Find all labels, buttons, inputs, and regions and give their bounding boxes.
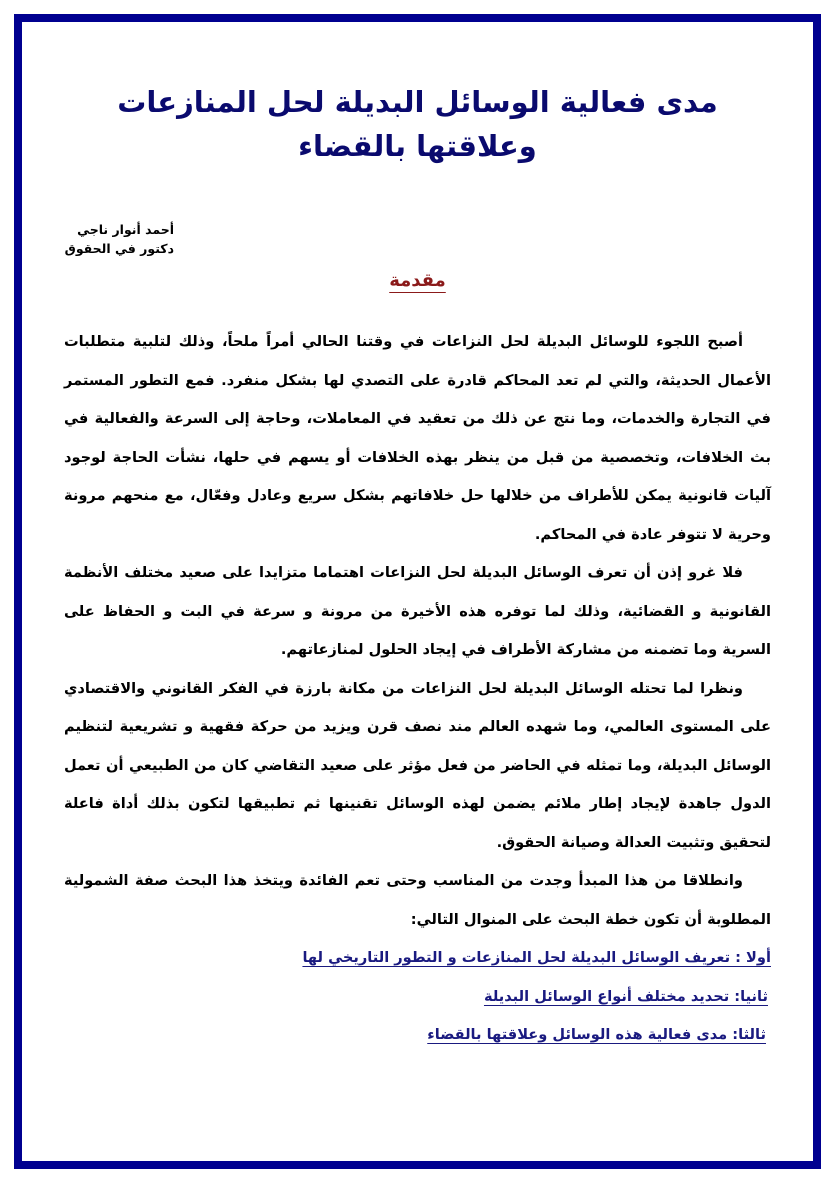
paragraph-4: وانطلاقا من هذا المبدأ وجدت من المناسب وحتى تعم الفائدة ويتخذ هذا البحث صفة الشمولية المطلوبة أن تكون خطة البحث على المنوال التالي: <box>64 872 771 928</box>
section-heading-introduction: مقدمة <box>389 270 446 291</box>
page-border-frame <box>14 14 821 1169</box>
research-plan-list <box>64 939 771 1055</box>
paragraph-1: أصبح اللجوء للوسائل البديلة لحل النزاعات في وقتنا الحالي أمراً ملحاً، وذلك لتلبية متطلبات الأعمال الحديثة، والتي لم تعد المحاكم قادرة على التصدي لها بشكل منفرد. فمع التطور المستمر في التجارة والخدمات، وما نتج عن ذلك من تعقيد في المعاملات، وحاجة إلى السرعة والفعالية في بث الخلافات، وتخصصية من قبل من ينظر بهذه الخلافات أو يسهم في حلها، نشأت الحاجة لوجود آليات قانونية يمكن للأطراف من خلالها حل خلافاتهم بشكل سريع وعادل وفعّال، مع منحهم مرونة وحرية لا تتوفر عادة في المحاكم. <box>64 333 771 543</box>
document-content <box>64 22 771 1161</box>
paragraph-3: ونظرا لما تحتله الوسائل البديلة لحل النزاعات من مكانة بارزة في الفكر القانوني والاقتصادي على المستوى العالمي، وما شهده العالم مند نصف قرن ويزيد من حركة فقهية و تشريعية لتنظيم الوسائل البديلة، وما تمثله في الحاضر من فعل مؤثر على صعيد التقاضي كان من الطبيعي أن تعمل الدول جاهدة لإيجاد إطار ملائم يضمن لهذه الوسائل تقنينها ثم تطبيقها لتكون بذلك أداة فاعلة لتحقيق وتثبيت العدالة وصيانة الحقوق. <box>64 679 771 851</box>
paragraph-2: فلا غرو إذن أن تعرف الوسائل البديلة لحل النزاعات اهتماما متزايدا على صعيد مختلف الأنظمة القانونية و القضائية، وذلك لما توفره هذه الأخيرة من مرونة و سرعة في البت و الحفاظ على السرية وما تضمنه من مشاركة الأطراف في إيجاد الحلول لمنازعاتهم. <box>64 564 771 658</box>
plan-item-3-link[interactable]: ثالثا: مدى فعالية هذه الوسائل وعلاقتها بالقضاء <box>427 1026 766 1043</box>
plan-item-1-link[interactable]: أولا : تعريف الوسائل البديلة لحل المنازعات و التطور التاريخي لها <box>302 949 771 966</box>
title-line-2: وعلاقتها بالقضاء <box>298 129 537 163</box>
plan-item-2-link[interactable]: ثانيا: تحديد مختلف أنواع الوسائل البديلة <box>483 987 768 1005</box>
document-title <box>64 80 771 168</box>
title-line-1: مدى فعالية الوسائل البديلة لحل المنازعات <box>117 85 718 119</box>
introduction-body <box>64 323 771 939</box>
author-name: أحمد أنوار ناجي <box>77 222 174 237</box>
author-degree: دكتور في الحقوق <box>64 241 174 256</box>
author-block <box>64 220 174 258</box>
